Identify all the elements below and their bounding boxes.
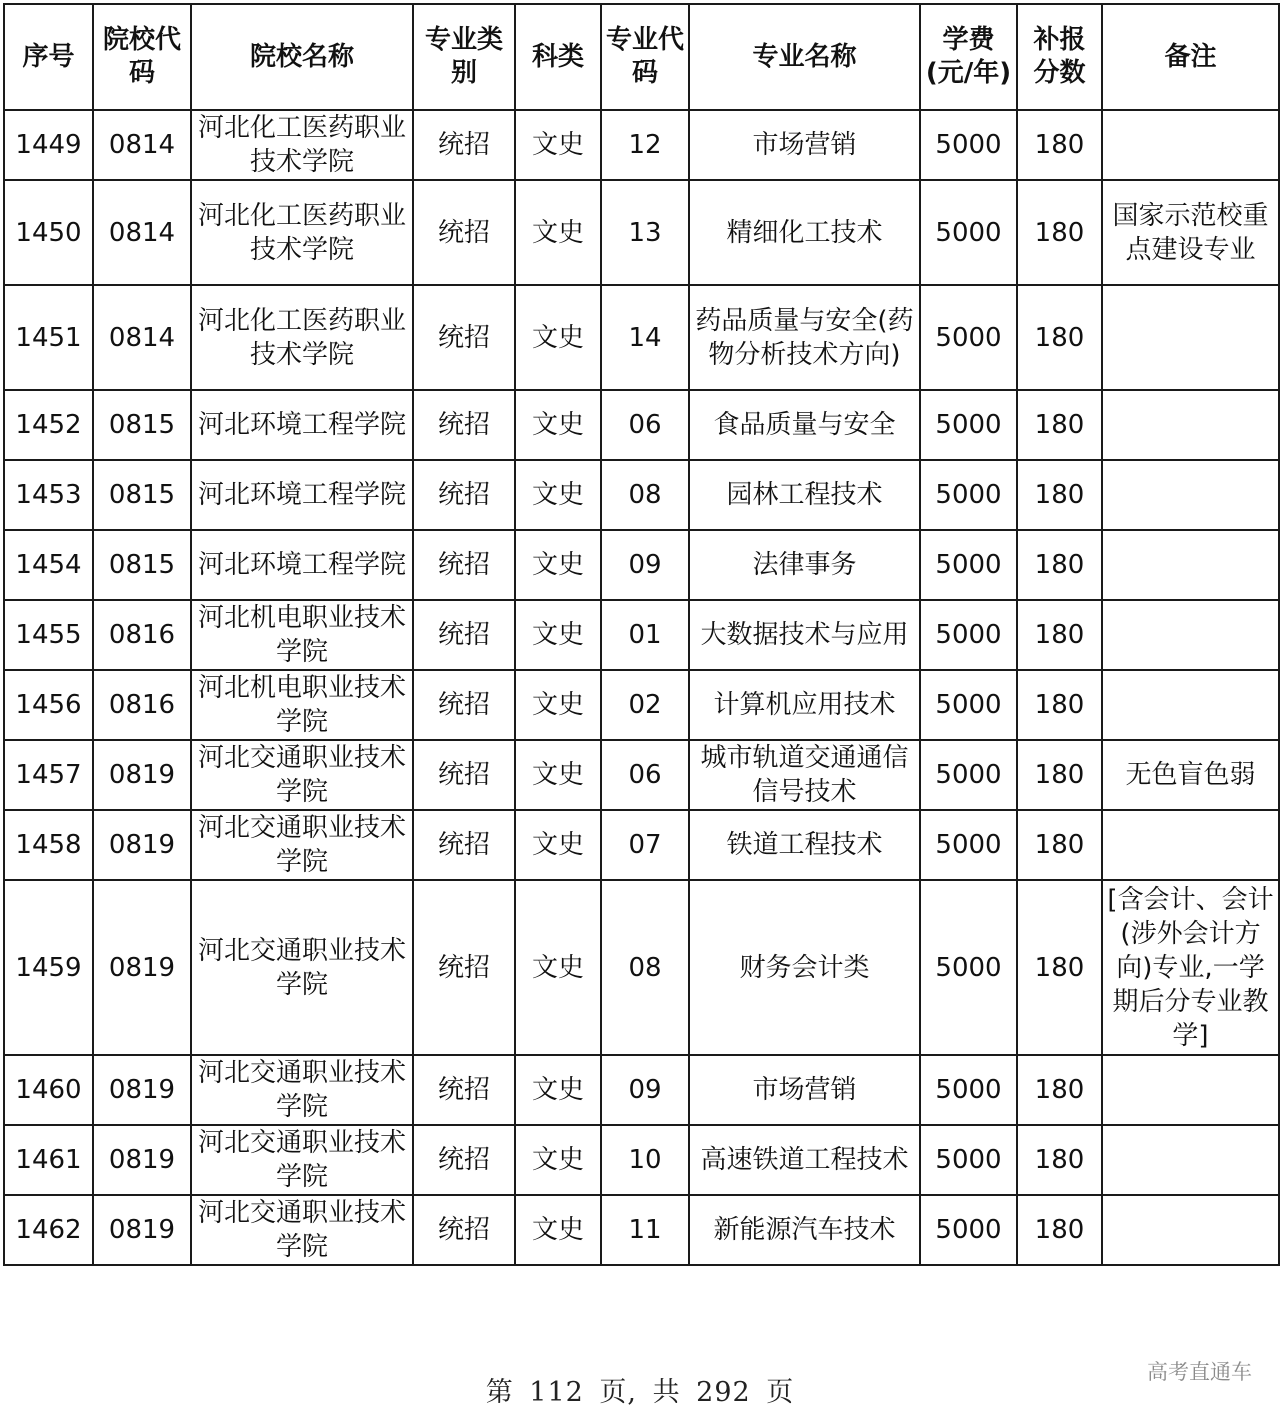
cell-school-name: 河北化工医药职业技术学院 [191,285,413,390]
cell-school-name: 河北交通职业技术学院 [191,810,413,880]
table-row [4,880,1279,1055]
cell-major-name: 财务会计类 [689,880,920,1055]
cell-major-category: 统招 [413,1055,515,1125]
cell-school-code: 0815 [93,460,191,530]
cell-serial: 1461 [4,1125,93,1195]
table-header-row [4,4,1279,110]
cell-school-code: 0819 [93,1195,191,1265]
cell-tuition: 5000 [920,670,1017,740]
cell-school-name: 河北化工医药职业技术学院 [191,110,413,180]
cell-school-name: 河北机电职业技术学院 [191,600,413,670]
cell-remarks [1102,390,1279,460]
cell-subject: 文史 [515,600,601,670]
cell-serial: 1452 [4,390,93,460]
cell-serial: 1454 [4,530,93,600]
admission-table [3,3,1280,1266]
cell-school-name: 河北交通职业技术学院 [191,880,413,1055]
cell-subject: 文史 [515,460,601,530]
cell-subject: 文史 [515,670,601,740]
cell-school-name: 河北环境工程学院 [191,530,413,600]
cell-major-code: 06 [601,740,689,810]
cell-major-category: 统招 [413,180,515,285]
cell-subject: 文史 [515,880,601,1055]
cell-major-name: 新能源汽车技术 [689,1195,920,1265]
cell-major-category: 统招 [413,110,515,180]
cell-school-code: 0819 [93,1125,191,1195]
cell-supplement-score: 180 [1017,1195,1102,1265]
cell-serial: 1460 [4,1055,93,1125]
cell-supplement-score: 180 [1017,1055,1102,1125]
cell-tuition: 5000 [920,1195,1017,1265]
cell-serial: 1456 [4,670,93,740]
table-row [4,600,1279,670]
cell-subject: 文史 [515,390,601,460]
cell-tuition: 5000 [920,110,1017,180]
cell-school-code: 0815 [93,390,191,460]
cell-supplement-score: 180 [1017,460,1102,530]
cell-supplement-score: 180 [1017,530,1102,600]
cell-major-code: 11 [601,1195,689,1265]
header-supplement-score: 补报分数 [1017,4,1102,110]
cell-remarks [1102,530,1279,600]
table-row [4,460,1279,530]
cell-major-name: 市场营销 [689,110,920,180]
cell-tuition: 5000 [920,460,1017,530]
header-tuition: 学费(元/年) [920,4,1017,110]
cell-major-name: 市场营销 [689,1055,920,1125]
header-serial: 序号 [4,4,93,110]
cell-major-category: 统招 [413,460,515,530]
table-row [4,1125,1279,1195]
table-row [4,110,1279,180]
cell-school-name: 河北化工医药职业技术学院 [191,180,413,285]
cell-subject: 文史 [515,180,601,285]
cell-major-code: 07 [601,810,689,880]
cell-major-category: 统招 [413,1125,515,1195]
cell-school-name: 河北交通职业技术学院 [191,1055,413,1125]
cell-major-name: 计算机应用技术 [689,670,920,740]
cell-supplement-score: 180 [1017,600,1102,670]
cell-school-code: 0814 [93,110,191,180]
cell-supplement-score: 180 [1017,1125,1102,1195]
cell-school-code: 0816 [93,600,191,670]
cell-remarks [1102,810,1279,880]
cell-serial: 1457 [4,740,93,810]
cell-supplement-score: 180 [1017,880,1102,1055]
cell-tuition: 5000 [920,285,1017,390]
cell-serial: 1451 [4,285,93,390]
cell-tuition: 5000 [920,530,1017,600]
cell-subject: 文史 [515,110,601,180]
cell-school-code: 0815 [93,530,191,600]
cell-remarks [1102,1125,1279,1195]
cell-supplement-score: 180 [1017,810,1102,880]
cell-major-category: 统招 [413,600,515,670]
cell-major-name: 大数据技术与应用 [689,600,920,670]
cell-tuition: 5000 [920,600,1017,670]
cell-school-name: 河北环境工程学院 [191,460,413,530]
cell-serial: 1453 [4,460,93,530]
cell-major-code: 02 [601,670,689,740]
cell-school-code: 0816 [93,670,191,740]
cell-tuition: 5000 [920,1125,1017,1195]
cell-serial: 1462 [4,1195,93,1265]
cell-major-name: 食品质量与安全 [689,390,920,460]
header-school-name: 院校名称 [191,4,413,110]
cell-school-code: 0819 [93,810,191,880]
cell-tuition: 5000 [920,880,1017,1055]
header-remarks: 备注 [1102,4,1279,110]
cell-school-code: 0819 [93,1055,191,1125]
cell-major-name: 园林工程技术 [689,460,920,530]
cell-subject: 文史 [515,285,601,390]
cell-major-code: 09 [601,530,689,600]
cell-subject: 文史 [515,1055,601,1125]
cell-major-code: 12 [601,110,689,180]
cell-supplement-score: 180 [1017,285,1102,390]
header-subject: 科类 [515,4,601,110]
cell-major-name: 铁道工程技术 [689,810,920,880]
cell-major-code: 06 [601,390,689,460]
table-row [4,1055,1279,1125]
admission-table-sheet [3,3,1280,1266]
cell-school-code: 0819 [93,740,191,810]
cell-serial: 1459 [4,880,93,1055]
cell-remarks: [含会计、会计(涉外会计方向)专业,一学期后分专业教学] [1102,880,1279,1055]
cell-remarks [1102,110,1279,180]
header-school-code: 院校代码 [93,4,191,110]
cell-supplement-score: 180 [1017,740,1102,810]
watermark-text: 高考直通车 [1147,1360,1252,1384]
table-row [4,180,1279,285]
cell-subject: 文史 [515,740,601,810]
cell-major-category: 统招 [413,670,515,740]
cell-subject: 文史 [515,530,601,600]
cell-supplement-score: 180 [1017,390,1102,460]
cell-tuition: 5000 [920,810,1017,880]
cell-tuition: 5000 [920,1055,1017,1125]
cell-major-code: 09 [601,1055,689,1125]
cell-tuition: 5000 [920,740,1017,810]
cell-major-name: 高速铁道工程技术 [689,1125,920,1195]
cell-remarks [1102,600,1279,670]
cell-major-name: 城市轨道交通通信信号技术 [689,740,920,810]
cell-serial: 1455 [4,600,93,670]
table-row [4,1195,1279,1265]
cell-serial: 1458 [4,810,93,880]
cell-major-category: 统招 [413,880,515,1055]
cell-major-category: 统招 [413,810,515,880]
cell-remarks [1102,460,1279,530]
cell-remarks: 无色盲色弱 [1102,740,1279,810]
cell-major-code: 13 [601,180,689,285]
cell-major-code: 08 [601,460,689,530]
cell-major-category: 统招 [413,530,515,600]
cell-school-code: 0814 [93,285,191,390]
cell-major-category: 统招 [413,740,515,810]
table-row [4,670,1279,740]
cell-major-code: 10 [601,1125,689,1195]
table-row [4,810,1279,880]
cell-remarks [1102,1195,1279,1265]
cell-supplement-score: 180 [1017,180,1102,285]
cell-subject: 文史 [515,1125,601,1195]
cell-major-code: 01 [601,600,689,670]
header-major-code: 专业代码 [601,4,689,110]
cell-major-name: 精细化工技术 [689,180,920,285]
table-row [4,740,1279,810]
cell-remarks [1102,670,1279,740]
table-row [4,390,1279,460]
cell-tuition: 5000 [920,390,1017,460]
header-major-name: 专业名称 [689,4,920,110]
cell-major-name: 药品质量与安全(药物分析技术方向) [689,285,920,390]
cell-school-name: 河北交通职业技术学院 [191,1125,413,1195]
table-row [4,530,1279,600]
cell-school-code: 0814 [93,180,191,285]
cell-school-code: 0819 [93,880,191,1055]
cell-remarks: 国家示范校重点建设专业 [1102,180,1279,285]
cell-major-category: 统招 [413,1195,515,1265]
table-row [4,285,1279,390]
cell-serial: 1449 [4,110,93,180]
cell-school-name: 河北交通职业技术学院 [191,740,413,810]
cell-major-name: 法律事务 [689,530,920,600]
cell-remarks [1102,285,1279,390]
cell-subject: 文史 [515,810,601,880]
cell-serial: 1450 [4,180,93,285]
cell-supplement-score: 180 [1017,110,1102,180]
cell-major-code: 14 [601,285,689,390]
cell-supplement-score: 180 [1017,670,1102,740]
cell-major-category: 统招 [413,390,515,460]
cell-remarks [1102,1055,1279,1125]
cell-major-category: 统招 [413,285,515,390]
cell-major-code: 08 [601,880,689,1055]
cell-school-name: 河北机电职业技术学院 [191,670,413,740]
cell-school-name: 河北环境工程学院 [191,390,413,460]
page-number-footer: 第 112 页, 共 292 页 [485,1377,795,1408]
cell-subject: 文史 [515,1195,601,1265]
header-major-category: 专业类别 [413,4,515,110]
cell-tuition: 5000 [920,180,1017,285]
cell-school-name: 河北交通职业技术学院 [191,1195,413,1265]
